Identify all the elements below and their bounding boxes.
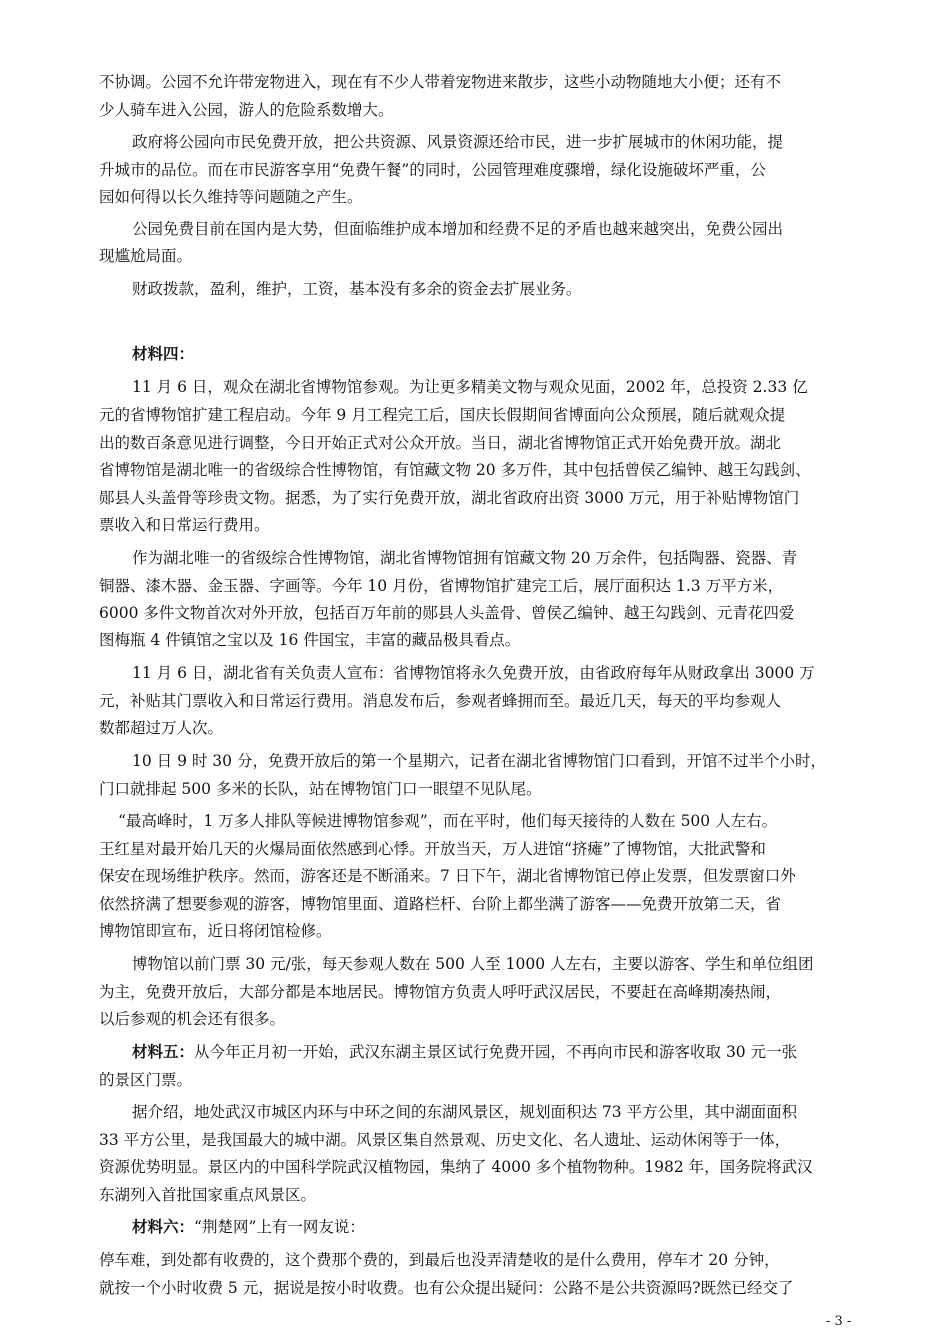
section-label: 材料五：	[132, 1042, 195, 1061]
section-label: 材料六：	[132, 1217, 195, 1236]
text-line: 铜器、漆木器、金玉器、字画等。今年 10 月份，省博物馆扩建完工后，展厅面积达 1.3 万平方米，	[99, 577, 784, 595]
text-line: 为主，免费开放后，大部分都是本地居民。博物馆方负责人呼吁武汉居民，不要赶在高峰期凑热闹，	[99, 983, 782, 1001]
text-line: 保安在现场维护秩序。然而，游客还是不断涌来。7 日下午，湖北省博物馆已停止发票，但发票窗口外	[99, 867, 796, 885]
text-line: 据介绍，地处武汉市城区内环与中环之间的东湖风景区，规划面积达 73 平方公里，其中湖面面积	[132, 1103, 798, 1121]
text-line: 出的数百条意见进行调整，今日开始正式对公众开放。当日，湖北省博物馆正式开始免费开放。湖北	[99, 434, 782, 452]
text-line: 升城市的品位。而在市民游客享用“免费午餐”的同时，公园管理难度骤增，绿化设施破坏严重，公	[99, 161, 766, 179]
text-line: 作为湖北唯一的省级综合性博物馆，湖北省博物馆拥有馆藏文物 20 万余件，包括陶器、瓷器、青	[132, 549, 798, 567]
text-line: 博物馆以前门票 30 元/张，每天参观人数在 500 人至 1000 人左右，主要以游客、学生和单位组团	[132, 955, 814, 973]
text-line: 不协调。公园不允许带宠物进入，现在有不少人带着宠物进来散步，这些小动物随地大小便；还有不	[99, 73, 782, 91]
text-line: 图梅瓶 4 件镇馆之宝以及 16 件国宝，丰富的藏品极具看点。	[99, 631, 521, 649]
text-line: 11 月 6 日，观众在湖北省博物馆参观。为让更多精美文物与观众见面，2002 年，总投资 2.33 亿	[132, 378, 808, 396]
text-line: 10 日 9 时 30 分，免费开放后的第一个星期六，记者在湖北省博物馆门口看到，开馆不过半个小时，	[132, 752, 826, 770]
text-line: 园如何得以长久维持等问题随之产生。	[99, 188, 363, 206]
page-number: - 3 -	[826, 1314, 852, 1329]
text-line: 数都超过万人次。	[99, 719, 224, 737]
text-line: 11 月 6 日，湖北省有关负责人宣布：省博物馆将永久免费开放，由省政府每年从财政拿出 3000 万	[132, 664, 815, 682]
text-line: 门口就排起 500 多米的长队，站在博物馆门口一眼望不见队尾。	[99, 780, 542, 798]
section-text: “荆楚网”上有一网友说：	[194, 1218, 365, 1236]
text-line: 票收入和日常运行费用。	[99, 516, 270, 534]
text-line: 省博物馆是湖北唯一的省级综合性博物馆，有馆藏文物 20 多万件，其中包括曾侯乙编钟、越王勾践剑、	[99, 461, 811, 479]
text-line: 现尴尬局面。	[99, 247, 193, 265]
text-line: 政府将公园向市民免费开放，把公共资源、风景资源还给市民，进一步扩展城市的休闲功能，提	[132, 133, 784, 151]
text-line: 资源优势明显。景区内的中国科学院武汉植物园，集纳了 4000 多个植物物种。1982 年，国务院将武汉	[99, 1158, 813, 1176]
text-line: 公园免费目前在国内是大势，但面临维护成本增加和经费不足的矛盾也越来越突出，免费公园出	[132, 220, 784, 238]
section-text: 从今年正月初一开始，武汉东湖主景区试行免费开园，不再向市民和游客收取 30 元一张	[194, 1043, 798, 1061]
text-line: 就按一个小时收费 5 元，据说是按小时收费。也有公众提出疑问：公路不是公共资源吗?既然已经交了	[99, 1279, 794, 1297]
text-line: “最高峰时，1 万多人排队等候进博物馆参观”，而在平时，他们每天接待的人数在 500 人左右。	[118, 812, 778, 830]
text-line: 依然挤满了想要参观的游客，博物馆里面、道路栏杆、台阶上都坐满了游客——免费开放第二天，省	[99, 895, 782, 913]
text-line: 少人骑车进入公园，游人的危险系数增大。	[99, 101, 394, 119]
text-line: 6000 多件文物首次对外开放，包括百万年前的郧县人头盖骨、曾侯乙编钟、越王勾践剑、元青花四爱	[99, 604, 795, 622]
section-heading: 材料四：	[132, 344, 195, 363]
text-line: 博物馆即宣布，近日将闭馆检修。	[99, 922, 332, 940]
text-line	[132, 1042, 797, 1062]
text-line: 东湖列入首批国家重点风景区。	[99, 1186, 317, 1204]
text-line: 33 平方公里，是我国最大的城中湖。风景区集自然景观、历史文化、名人遗址、运动休闲等于一体，	[99, 1131, 791, 1149]
text-line	[132, 1217, 365, 1237]
text-line: 以后参观的机会还有很多。	[99, 1010, 286, 1028]
text-line: 的景区门票。	[99, 1071, 193, 1089]
text-line: 元的省博物馆扩建工程启动。今年 9 月工程完工后，国庆长假期间省博面向公众预展，随后就观众提	[99, 406, 786, 424]
text-line: 郧县人头盖骨等珍贵文物。据悉，为了实行免费开放，湖北省政府出资 3000 万元，用于补贴博物馆门	[99, 489, 800, 507]
text-line: 元，补贴其门票收入和日常运行费用。消息发布后，参观者蜂拥而至。最近几天，每天的平均参观人	[99, 692, 782, 710]
text-line: 王红星对最开始几天的火爆局面依然感到心悸。开放当天，万人进馆“挤瘫”了博物馆，大批武警和	[99, 840, 766, 858]
text-line: 停车难，到处都有收费的，这个费那个费的，到最后也没弄清楚收的是什么费用，停车才 20 分钟，	[99, 1251, 780, 1269]
text-line: 财政拨款，盈利，维护，工资，基本没有多余的资金去扩展业务。	[132, 280, 582, 298]
